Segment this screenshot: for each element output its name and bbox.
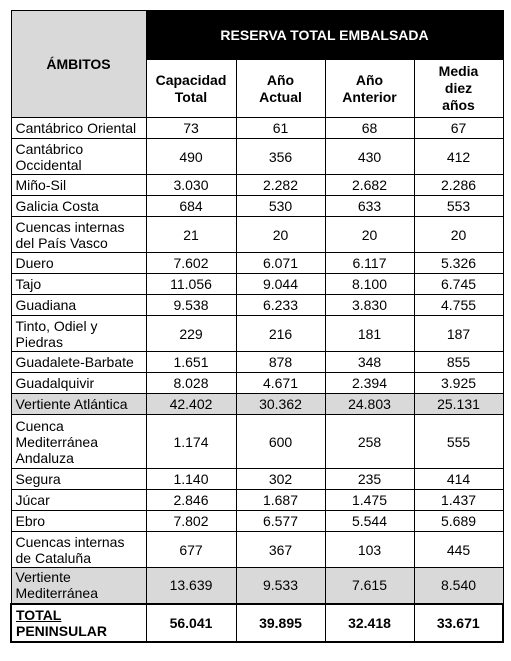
row-name-line: Guadalquivir [15,375,95,391]
cell-ano-anterior: 103 [325,532,414,568]
row-name [11,469,146,490]
cell-ano-anterior: 20 [325,217,414,253]
cell-capacidad: 7.602 [146,253,236,274]
cell-ano-actual: 356 [236,139,325,175]
cell-media: 1.437 [414,490,503,511]
row-name [11,253,146,274]
row-name-line: Mediterránea [15,585,98,602]
cell-ano-actual: 367 [236,532,325,568]
table-row [11,394,503,415]
total-ano-actual: 39.895 [236,604,325,642]
header-line: años [442,97,475,113]
row-name [11,196,146,217]
total-label-line: PENINSULAR [16,622,108,639]
row-name [11,352,146,373]
row-name-line: Guadiana [15,297,77,313]
col-ano-actual-header [236,60,325,118]
col-media-header [414,60,503,118]
total-ano-anterior: 32.418 [325,604,414,642]
table-row [11,352,503,373]
total-media: 33.671 [414,604,503,642]
cell-capacidad: 21 [146,217,236,253]
header-line: Anterior [342,88,397,105]
row-name [11,568,146,604]
cell-media: 553 [414,196,503,217]
cell-capacidad: 1.651 [146,352,236,373]
ambitos-header: ÁMBITOS [11,11,146,118]
table-row [11,253,503,274]
cell-media: 445 [414,532,503,568]
cell-capacidad: 42.402 [146,394,236,415]
header-line: Año [355,71,384,88]
cell-ano-anterior: 1.475 [325,490,414,511]
row-name-line: Duero [15,255,54,271]
row-name-line: Júcar [15,492,50,508]
cell-ano-actual: 4.671 [236,373,325,394]
row-name-line: Vertiente Atlántica [15,396,128,412]
header-line: Total [174,88,208,105]
row-name [11,373,146,394]
cell-media: 8.540 [414,568,503,604]
row-name [11,532,146,568]
row-name-line: Cuenca [15,417,64,434]
row-name-line: de Cataluña [15,549,92,566]
reservoir-table [10,10,504,643]
cell-ano-anterior: 348 [325,352,414,373]
cell-capacidad: 11.056 [146,274,236,295]
total-label [11,604,146,642]
table-row [11,274,503,295]
cell-media: 67 [414,118,503,139]
cell-ano-anterior: 258 [325,415,414,469]
header-row-top [11,11,503,60]
table-row [11,532,503,568]
reserva-header: RESERVA TOTAL EMBALSADA [146,11,503,60]
cell-media: 20 [414,217,503,253]
row-name-line: Cuencas internas [15,218,125,235]
cell-ano-anterior: 5.544 [325,511,414,532]
row-name-line: Tajo [15,276,42,292]
table-row [11,490,503,511]
table-row [11,139,503,175]
cell-media: 2.286 [414,175,503,196]
cell-media: 25.131 [414,394,503,415]
table-row [11,511,503,532]
row-name-line: Andaluza [15,449,74,466]
cell-media: 412 [414,139,503,175]
cell-capacidad: 7.802 [146,511,236,532]
row-name [11,490,146,511]
cell-ano-anterior: 181 [325,316,414,352]
header-line: Año [266,71,295,88]
header-line: Actual [259,88,302,105]
cell-capacidad: 13.639 [146,568,236,604]
cell-capacidad: 9.538 [146,295,236,316]
cell-media: 6.745 [414,274,503,295]
cell-ano-anterior: 6.117 [325,253,414,274]
cell-capacidad: 8.028 [146,373,236,394]
row-name [11,415,146,469]
cell-ano-actual: 20 [236,217,325,253]
cell-ano-actual: 878 [236,352,325,373]
cell-ano-actual: 530 [236,196,325,217]
row-name [11,118,146,139]
cell-media: 5.689 [414,511,503,532]
cell-capacidad: 677 [146,532,236,568]
cell-media: 555 [414,415,503,469]
cell-ano-anterior: 2.394 [325,373,414,394]
cell-ano-anterior: 430 [325,139,414,175]
table-body [11,118,503,604]
cell-ano-actual: 9.044 [236,274,325,295]
total-capacidad: 56.041 [146,604,236,642]
cell-ano-actual: 6.071 [236,253,325,274]
table-row [11,415,503,469]
cell-capacidad: 1.140 [146,469,236,490]
col-ano-anterior-header [325,60,414,118]
cell-ano-anterior: 68 [325,118,414,139]
cell-media: 187 [414,316,503,352]
row-name [11,274,146,295]
row-name [11,175,146,196]
cell-ano-anterior: 633 [325,196,414,217]
header-line: Capacidad [155,71,227,88]
cell-ano-actual: 600 [236,415,325,469]
row-name-line: Tinto, Odiel y [15,317,98,334]
cell-capacidad: 2.846 [146,490,236,511]
row-name-line: Vertiente [15,569,71,586]
cell-media: 414 [414,469,503,490]
cell-media: 4.755 [414,295,503,316]
cell-ano-actual: 2.282 [236,175,325,196]
cell-ano-actual: 30.362 [236,394,325,415]
cell-ano-anterior: 3.830 [325,295,414,316]
reservoir-table-container [10,10,504,643]
table-row [11,217,503,253]
cell-capacidad: 490 [146,139,236,175]
cell-capacidad: 73 [146,118,236,139]
cell-capacidad: 684 [146,196,236,217]
col-capacidad-header [146,60,236,118]
cell-ano-anterior: 8.100 [325,274,414,295]
row-name [11,511,146,532]
cell-ano-actual: 9.533 [236,568,325,604]
table-row [11,373,503,394]
cell-ano-actual: 302 [236,469,325,490]
table-row [11,175,503,196]
cell-ano-actual: 216 [236,316,325,352]
table-row [11,316,503,352]
row-name-line: Cantábrico [15,140,84,157]
cell-media: 3.925 [414,373,503,394]
row-name-line: del País Vasco [15,234,108,251]
row-name-line: Piedras [15,333,63,350]
total-label-line: TOTAL [16,606,62,623]
row-name-line: Galicia Costa [15,198,99,214]
row-name [11,316,146,352]
cell-capacidad: 1.174 [146,415,236,469]
cell-ano-actual: 1.687 [236,490,325,511]
cell-ano-actual: 6.233 [236,295,325,316]
row-name-line: Segura [15,471,61,487]
cell-capacidad: 229 [146,316,236,352]
row-name-line: Cuencas internas [15,533,125,550]
row-name [11,217,146,253]
table-row [11,469,503,490]
row-name-line: Occidental [15,156,82,173]
header-line: Media [438,63,479,79]
cell-ano-actual: 61 [236,118,325,139]
row-name [11,394,146,415]
cell-ano-anterior: 2.682 [325,175,414,196]
row-name-line: Ebro [15,513,46,529]
table-row [11,118,503,139]
row-name-line: Miño-Sil [15,177,67,193]
cell-ano-actual: 6.577 [236,511,325,532]
cell-ano-anterior: 24.803 [325,394,414,415]
cell-ano-anterior: 235 [325,469,414,490]
header-line: diez [444,80,473,96]
table-row [11,196,503,217]
row-name-line: Mediterránea [15,433,98,450]
cell-ano-anterior: 7.615 [325,568,414,604]
row-name-line: Cantábrico Oriental [15,120,137,136]
table-row [11,295,503,316]
cell-media: 5.326 [414,253,503,274]
cell-capacidad: 3.030 [146,175,236,196]
row-name [11,139,146,175]
cell-media: 855 [414,352,503,373]
row-name [11,295,146,316]
total-row [11,604,503,642]
row-name-line: Guadalete-Barbate [15,354,134,370]
table-row [11,568,503,604]
